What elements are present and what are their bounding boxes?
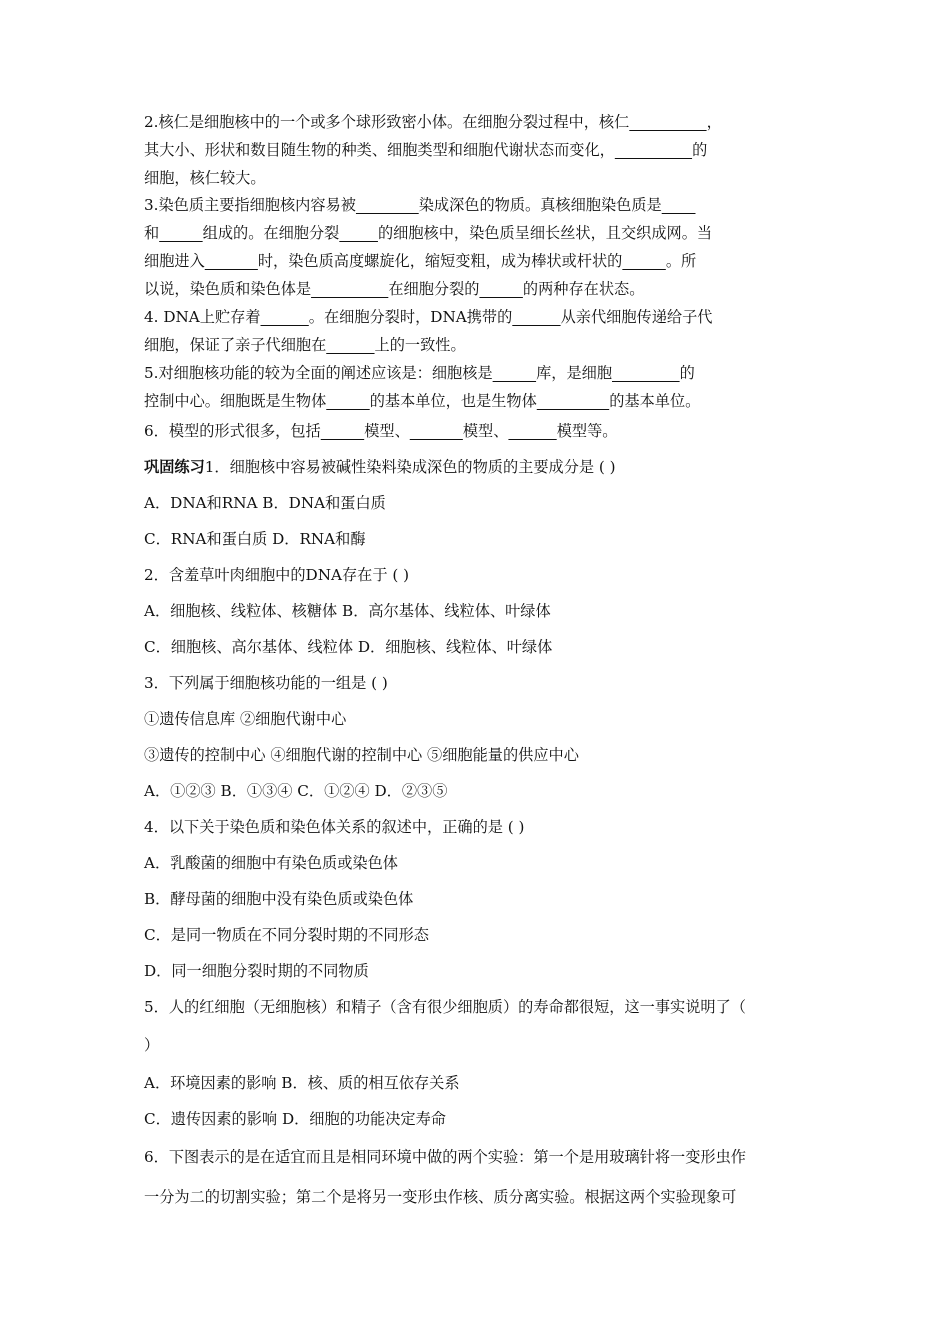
answer-blank	[479, 280, 522, 298]
answer-blank	[159, 224, 202, 242]
text-segment: 6．模型的形式很多，包括	[144, 422, 321, 440]
text-segment: 模型、	[364, 422, 410, 440]
answer-blank	[326, 336, 374, 354]
text-segment: 的	[679, 364, 695, 382]
text-segment: 。所	[665, 252, 697, 270]
answer-blank	[321, 422, 364, 440]
text-segment: A．①②③ B．①③④ C．①②④ D．②③⑤	[144, 782, 448, 800]
answer-blank	[612, 364, 680, 382]
text-segment: 1．细胞核中容易被碱性染料染成深色的物质的主要成分是 ( )	[204, 458, 616, 476]
text-line	[144, 167, 266, 189]
text-segment: 和	[144, 224, 160, 242]
answer-blank	[410, 422, 463, 440]
text-segment: 4. DNA上贮存着	[144, 308, 261, 326]
text-segment: 3．下列属于细胞核功能的一组是 ( )	[144, 674, 388, 692]
text-segment: 细胞进入	[144, 252, 205, 270]
answer-blank	[311, 280, 388, 298]
text-line	[144, 492, 386, 514]
text-line	[144, 996, 746, 1018]
text-segment: 的基本单位。	[609, 392, 701, 410]
answer-blank	[493, 364, 536, 382]
text-line	[144, 852, 398, 874]
answer-blank	[622, 252, 665, 270]
text-line	[144, 888, 413, 910]
text-line	[144, 250, 696, 272]
text-segment: 4．以下关于染色质和染色体关系的叙述中，正确的是 ( )	[144, 818, 525, 836]
text-segment: 。在细胞分裂时，DNA携带的	[308, 308, 513, 326]
text-line	[144, 306, 712, 328]
text-line	[144, 960, 369, 982]
text-line	[144, 1108, 446, 1130]
text-line	[144, 672, 388, 694]
text-segment: 时，染色质高度螺旋化，缩短变粗，成为棒状或杆状的	[257, 252, 623, 270]
text-line	[144, 816, 524, 838]
text-line	[144, 924, 429, 946]
text-segment: ，	[706, 113, 722, 131]
text-segment: 其大小、形状和数目随生物的种类、细胞类型和细胞代谢状态而变化，	[144, 141, 615, 159]
text-segment: 控制中心。细胞既是生物体	[144, 392, 327, 410]
text-line	[144, 139, 707, 161]
text-line	[144, 194, 696, 216]
text-segment: 在细胞分裂的	[388, 280, 480, 298]
text-segment: 细胞，核仁较大。	[144, 169, 266, 187]
text-line	[144, 744, 579, 766]
text-segment: 5．人的红细胞（无细胞核）和精子（含有很少细胞质）的寿命都很短，这一事实说明了（	[144, 998, 746, 1016]
text-line	[144, 1072, 460, 1094]
text-segment: ③遗传的控制中心 ④细胞代谢的控制中心 ⑤细胞能量的供应中心	[144, 746, 579, 764]
text-segment: 细胞，保证了亲子代细胞在	[144, 336, 327, 354]
text-line	[144, 636, 552, 658]
text-segment: 3.染色质主要指细胞核内容易被	[144, 196, 356, 214]
answer-blank	[326, 392, 369, 410]
text-line	[144, 1186, 736, 1208]
answer-blank	[205, 252, 258, 270]
text-segment: 库，是细胞	[536, 364, 613, 382]
text-line	[144, 1034, 159, 1056]
text-segment: ①遗传信息库 ②细胞代谢中心	[144, 710, 347, 728]
text-segment: 以说，染色质和染色体是	[144, 280, 312, 298]
text-segment: A．DNA和RNA B．DNA和蛋白质	[144, 494, 386, 512]
text-line	[144, 528, 366, 550]
text-line	[144, 708, 346, 730]
text-segment: C．遗传因素的影响 D．细胞的功能决定寿命	[144, 1110, 446, 1128]
text-segment: A．细胞核、线粒体、核糖体 B．高尔基体、线粒体、叶绿体	[144, 602, 551, 620]
answer-blank	[615, 141, 692, 159]
answer-blank	[662, 196, 696, 214]
text-segment: 上的一致性。	[374, 336, 466, 354]
text-segment: A．乳酸菌的细胞中有染色质或染色体	[144, 854, 398, 872]
answer-blank	[508, 422, 556, 440]
text-segment: C．RNA和蛋白质 D．RNA和酶	[144, 530, 366, 548]
text-segment: 的细胞核中，染色质呈细长丝状，且交织成网。当	[377, 224, 713, 242]
text-segment: 2．含羞草叶肉细胞中的DNA存在于 ( )	[144, 566, 410, 584]
text-line	[144, 362, 695, 384]
text-segment: 6．下图表示的是在适宜而且是相同环境中做的两个实验：第一个是用玻璃针将一变形虫作	[144, 1148, 746, 1166]
text-line	[144, 600, 551, 622]
text-line	[144, 456, 616, 478]
text-line	[144, 222, 712, 244]
text-segment: 染成深色的物质。真核细胞染色质是	[418, 196, 662, 214]
text-line	[144, 334, 466, 356]
text-line	[144, 1146, 746, 1168]
text-segment: 组成的。在细胞分裂	[202, 224, 340, 242]
answer-blank	[339, 224, 378, 242]
text-segment: C．细胞核、高尔基体、线粒体 D．细胞核、线粒体、叶绿体	[144, 638, 553, 656]
text-line	[144, 111, 722, 133]
text-segment: 的	[692, 141, 708, 159]
text-segment: 2.核仁是细胞核中的一个或多个球形致密小体。在细胞分裂过程中，核仁	[144, 113, 630, 131]
text-segment: 模型、	[462, 422, 509, 440]
text-line	[144, 278, 644, 300]
text-segment: 模型等。	[556, 422, 618, 440]
text-segment: B．酵母菌的细胞中没有染色质或染色体	[144, 890, 414, 908]
text-line	[144, 420, 617, 442]
answer-blank	[356, 196, 419, 214]
text-line	[144, 390, 700, 412]
text-segment: 的两种存在状态。	[522, 280, 645, 298]
answer-blank	[512, 308, 560, 326]
answer-blank	[537, 392, 609, 410]
answer-blank	[261, 308, 309, 326]
answer-blank	[629, 113, 706, 131]
text-segment: ）	[144, 1036, 160, 1054]
text-segment: 一分为二的切割实验；第二个是将另一变形虫作核、质分离实验。根据这两个实验现象可	[144, 1188, 737, 1206]
text-segment: C．是同一物质在不同分裂时期的不同形态	[144, 926, 429, 944]
text-segment: 的基本单位，也是生物体	[369, 392, 537, 410]
text-line	[144, 780, 447, 802]
text-segment: 5.对细胞核功能的较为全面的阐述应该是：细胞核是	[144, 364, 493, 382]
text-segment: D．同一细胞分裂时期的不同物质	[144, 962, 369, 980]
text-segment: A．环境因素的影响 B．核、质的相互依存关系	[144, 1074, 460, 1092]
text-line	[144, 564, 409, 586]
text-segment: 从亲代细胞传递给子代	[560, 308, 713, 326]
section-heading: 巩固练习	[144, 458, 205, 476]
